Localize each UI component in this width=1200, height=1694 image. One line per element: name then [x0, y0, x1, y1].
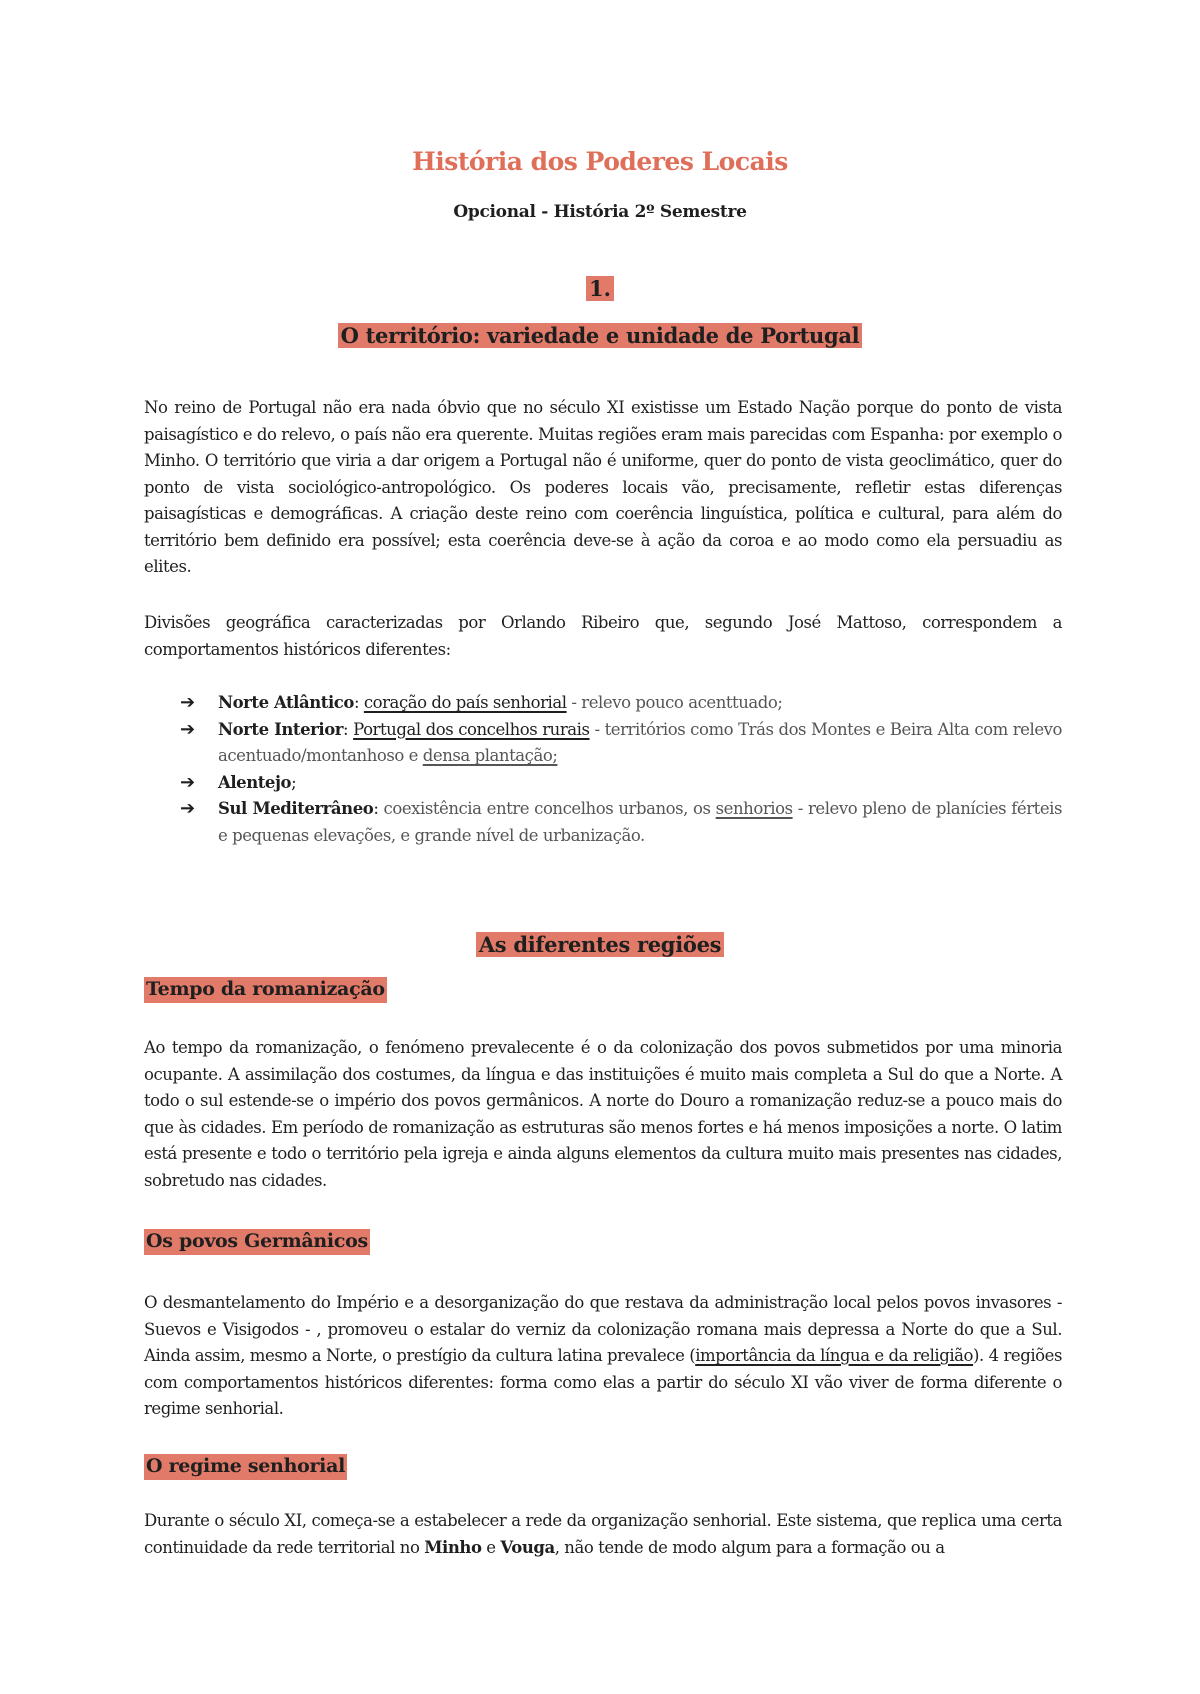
section-heading — [0, 323, 1200, 348]
place-name: Vouga — [500, 1537, 555, 1557]
underlined-text: densa plantação; — [422, 746, 558, 765]
divisions-intro-paragraph: Divisões geográfica caracterizadas por Orlando Ribeiro que, segundo José Mattoso, correspondem a comportamentos históricos diferentes: — [144, 613, 1062, 659]
region-name: Sul Mediterrâneo — [218, 799, 374, 818]
subsection-heading — [144, 1230, 370, 1252]
region-name: Alentejo — [218, 772, 292, 792]
section-number-text: 1. — [586, 276, 614, 301]
arrow-bullet-icon: ➔ — [180, 771, 195, 793]
subsection-heading — [144, 978, 387, 1000]
separator: : — [373, 799, 384, 818]
section-heading-text: As diferentes regiões — [476, 932, 724, 957]
arrow-bullet-icon: ➔ — [180, 692, 195, 713]
subsection-heading-text: Os povos Germânicos — [144, 1229, 370, 1255]
paragraph-text: e — [481, 1537, 501, 1557]
germanic-peoples-paragraph — [144, 1290, 1062, 1423]
list-item — [144, 796, 1062, 849]
document-title: História dos Poderes Locais — [412, 147, 788, 176]
separator: : — [353, 693, 364, 712]
underlined-text: importância da língua e da religião — [695, 1346, 974, 1365]
region-description: - relevo pouco acenttuado; — [566, 693, 783, 712]
section-heading-text: O território: variedade e unidade de Portugal — [338, 323, 863, 348]
underlined-text: senhorios — [715, 799, 793, 818]
list-item — [144, 717, 1062, 770]
list-item — [144, 770, 1062, 797]
region-description: - relevo pleno de planícies férteis e pequenas elevações, e grande nível de urbanização. — [218, 799, 1063, 845]
region-name: Norte Atlântico — [218, 693, 354, 712]
separator: ; — [291, 772, 297, 792]
region-name: Norte Interior — [218, 719, 344, 739]
seigneurial-regime-paragraph — [144, 1508, 1062, 1561]
region-description: coexistência entre concelhos urbanos, os — [383, 799, 716, 818]
section-heading — [0, 932, 1200, 957]
regions-list — [144, 690, 1062, 849]
section-number — [0, 276, 1200, 301]
subsection-heading — [144, 1455, 347, 1477]
arrow-bullet-icon: ➔ — [180, 718, 195, 740]
intro-paragraph: No reino de Portugal não era nada óbvio que no século XI existisse um Estado Nação porque do ponto de vista paisagístico e do relevo, o país não era querente. Muitas regiões eram mais parecidas com Espanha: por exemplo o Minho. O território que viria a dar origem a Portugal não é uniforme, quer do ponto de vista geoclimático, quer do ponto de vista sociológico-antropológico. Os poderes locais vão, precisamente, refletir estas diferenças paisagísticas e demográficas. A criação deste reino com coerência linguística, política e cultural, para além do território bem definido era possível; esta coerência deve-se à ação da coroa e ao modo como ela persuadiu as elites. — [144, 398, 1062, 576]
arrow-bullet-icon: ➔ — [180, 798, 195, 819]
underlined-text: Portugal dos concelhos rurais — [353, 719, 590, 739]
list-item — [144, 690, 1062, 717]
subsection-heading-text: Tempo da romanização — [144, 977, 387, 1003]
subsection-heading-text: O regime senhorial — [144, 1454, 347, 1480]
separator: : — [343, 719, 354, 739]
paragraph-text: ). 4 regiões com comportamentos históricos diferentes: forma como elas a partir do século XI vão viver de forma diferente o regime senhorial. — [144, 1346, 1062, 1418]
romanization-paragraph: Ao tempo da romanização, o fenómeno prevalecente é o da colonização dos povos submetidos por uma minoria ocupante. A assimilação dos costumes, da língua e das instituições é muito mais completa a Sul do que a Norte. A todo o sul estende-se o império dos povos germânicos. A norte do Douro a romanização reduz-se a pouco mais do que às cidades. Em período de romanização as estruturas são menos fortes e há menos imposições a norte. O latim está presente e todo o território pela igreja e ainda alguns elementos da cultura muito mais presentes nas cidades, sobretudo nas cidades. — [144, 1038, 1062, 1190]
underlined-text: coração do país senhorial — [363, 693, 567, 712]
region-description: - territórios como Trás dos Montes e Beira Alta com relevo acentuado/montanhoso e — [218, 719, 1062, 765]
paragraph-text: Durante o século XI, começa-se a estabelecer a rede da organização senhorial. Este sistema, que replica uma certa continuidade da rede territorial no — [144, 1511, 1062, 1557]
paragraph-text: O desmantelamento do Império e a desorganização do que restava da administração local pelos povos invasores - Suevos e Visigodos - , promoveu o estalar do verniz da colonização romana mais depressa a Norte do que a Sul. Ainda assim, mesmo a Norte, o prestígio da cultura latina prevalece ( — [144, 1293, 1062, 1365]
paragraph-text: , não tende de modo algum para a formação ou a — [554, 1537, 945, 1557]
document-subtitle: Opcional - História 2º Semestre — [453, 202, 747, 222]
place-name: Minho — [424, 1537, 482, 1557]
